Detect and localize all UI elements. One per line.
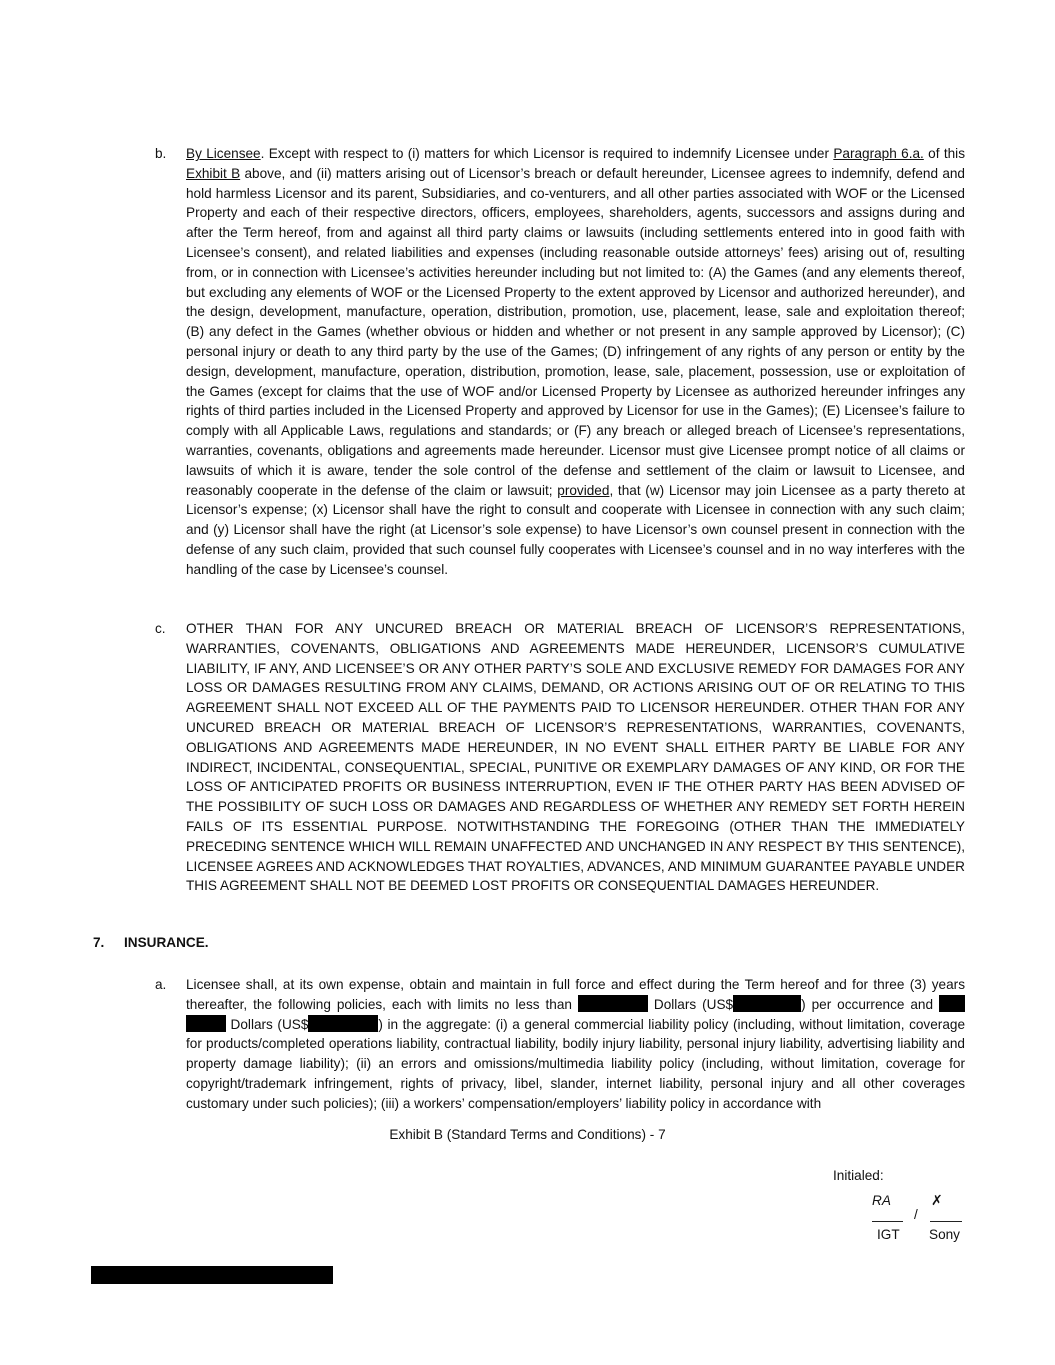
section-title: INSURANCE. [124, 935, 209, 950]
paragraph-c-label: c. [155, 621, 166, 636]
initial-line-sony [930, 1221, 962, 1222]
initial-slash: / [914, 1207, 918, 1222]
provided-term: provided [557, 482, 610, 498]
paragraph-b [155, 144, 965, 580]
exhibit-b-reference: Exhibit B [186, 165, 241, 181]
page-footer: Exhibit B (Standard Terms and Conditions) - 7 [389, 1127, 666, 1142]
initialed-label: Initialed: [833, 1168, 884, 1183]
by-licensee-heading: By Licensee [186, 146, 261, 161]
paragraph-a-label: a. [155, 977, 167, 992]
initial-mark-igt: RA [872, 1193, 891, 1208]
paragraph-6a-reference: Paragraph 6.a. [833, 146, 924, 161]
section-number: 7. [93, 935, 105, 950]
redaction-box [939, 995, 965, 1012]
initial-line-igt [872, 1221, 903, 1222]
paragraph-a-body: Licensee shall, at its own expense, obtain and maintain in full force and effect during the Term hereof and for three (3) years thereafter, the following policies, each with limits no less than Dollars (US$ ) per occurrence and Dollars (US$ ) in the aggregate: (i) a general commercial liability policy (including, without limitation, coverage for products/completed operations liability, contractual liability, bodily injury liability, personal injury liability, advertising liability and property damage liability); (ii) an errors and omissions/multimedia liability policy (including, without limitation, coverage for copyright/trademark infringement, rights of privacy, libel, slander, internet liability, personal injury and all other coverages customary under such policies); (iii) a workers’ compensation/employers’ liability policy in accordance with [186, 977, 965, 1111]
redaction-box [186, 1015, 226, 1032]
redaction-box [308, 1015, 378, 1032]
party-igt: IGT [877, 1227, 900, 1242]
party-sony: Sony [929, 1227, 960, 1242]
paragraph-c-body: OTHER THAN FOR ANY UNCURED BREACH OR MATERIAL BREACH OF LICENSOR’S REPRESENTATIONS, WARRANTIES, COVENANTS, OBLIGATIONS AND AGREEMENTS MADE HEREUNDER, LICENSOR’S CUMULATIVE LIABILITY, IF ANY, AND LICENSEE’S OR ANY OTHER PARTY’S SOLE AND EXCLUSIVE REMEDY FOR DAMAGES FOR ANY LOSS OR DAMAGES RESULTING FROM ANY CLAIMS, DEMAND, OR ACTIONS ARISING OUT OF OR RELATING TO THIS AGREEMENT SHALL NOT EXCEED ALL OF THE PAYMENTS PAID TO LICENSOR HEREUNDER. OTHER THAN FOR ANY UNCURED BREACH OR MATERIAL BREACH OF LICENSOR’S REPRESENTATIONS, WARRANTIES, COVENANTS, OBLIGATIONS AND AGREEMENTS MADE HEREUNDER, IN NO EVENT SHALL EITHER PARTY BE LIABLE FOR ANY INDIRECT, INCIDENTAL, CONSEQUENTIAL, SPECIAL, PUNITIVE OR EXEMPLARY DAMAGES OF ANY KIND, OR FOR THE LOSS OF ANTICIPATED PROFITS OR BUSINESS INTERRUPTION, EVEN IF THE OTHER PARTY HAS BEEN ADVISED OF THE POSSIBILITY OF SUCH LOSS OR DAMAGES AND REGARDLESS OF WHETHER ANY REMEDY SET FORTH HEREIN FAILS OF ITS ESSENTIAL PURPOSE. NOTWITHSTANDING THE FOREGOING (OTHER THAN THE IMMEDIATELY PRECEDING SENTENCE WHICH WILL REMAIN UNAFFECTED AND UNCHANGED IN ANY RESPECT BY THIS SENTENCE), LICENSEE AGREES AND ACKNOWLEDGES THAT ROYALTIES, ADVANCES, AND MINIMUM GUARANTEE PAYABLE UNDER THIS AGREEMENT SHALL NOT BE DEEMED LOST PROFITS OR CONSEQUENTIAL DAMAGES HEREUNDER. [186, 621, 965, 894]
redaction-bar [91, 1266, 333, 1284]
paragraph-a [155, 975, 965, 1114]
paragraph-b-body: By Licensee. Except with respect to (i) matters for which Licensor is required to indemnify Licensee under Paragraph 6.a. of this Exhibit B above, and (ii) matters arising out of Licensor’s breach or default hereunder, Licensee agrees to indemnify, defend and hold harmless Licensor and its parent, Subsidiaries, and co-venturers, and all other parties associated with WOF or the Licensed Property and each of their respective directors, officers, employees, shareholders, agents, successors and assigns during and after the Term hereof, from and against all third party claims or lawsuits (including settlements entered into in good faith with Licensee’s consent), and related liabilities and expenses (including reasonable outside attorneys’ fees) arising out of, resulting from, or in connection with Licensee’s activities hereunder including but not limited to: (A) the Games (and any elements thereof, but excluding any elements of WOF or the Licensed Property to the extent approved by Licensor and authorized hereunder), and the design, development, manufacture, operation, distribution, promotion, use, placement, lease, sale and exploitation thereof; (B) any defect in the Games (whether obvious or hidden and whether or not present in any sample approved by Licensor); (C) personal injury or death to any third party by the use of the Games; (D) infringement of any rights of any person or entity by the design, development, manufacture, operation, distribution, promotion, lease, sale, placement, possession, use or exploitation of the Games (except for claims that the use of WOF and/or Licensed Property by Licensee as authorized hereunder infringes any rights of third parties included in the Licensed Property and approved by Licensor for use in the Games); (E) Licensee’s failure to comply with all Applicable Laws, regulations and standards; or (F) any breach or alleged breach of Licensee’s representations, warranties, covenants, obligations and agreements made hereunder. Licensor must give Licensee prompt notice of all claims or lawsuits of which it is aware, tender the sole control of the defense and settlement of the claim or lawsuit to Licensee, and reasonably cooperate in the defense of the claim or lawsuit; provided, that (w) Licensor may join Licensee as a party thereto at Licensor’s expense; (x) Licensor shall have the right to consult and cooperate with Licensee in connection with any such claim; and (y) Licensor shall have the right (at Licensor’s sole expense) to have Licensor’s own counsel present in connection with the defense of any such claim, provided that such counsel fully cooperates with Licensee’s counsel and in no way interferes with the handling of the case by Licensee’s counsel. [186, 146, 965, 577]
paragraph-b-label: b. [155, 146, 167, 161]
redaction-box [733, 995, 801, 1012]
paragraph-c [155, 619, 965, 896]
section-7-heading [93, 935, 209, 950]
redaction-box [578, 995, 648, 1012]
initial-mark-sony: ✗ [931, 1192, 943, 1208]
